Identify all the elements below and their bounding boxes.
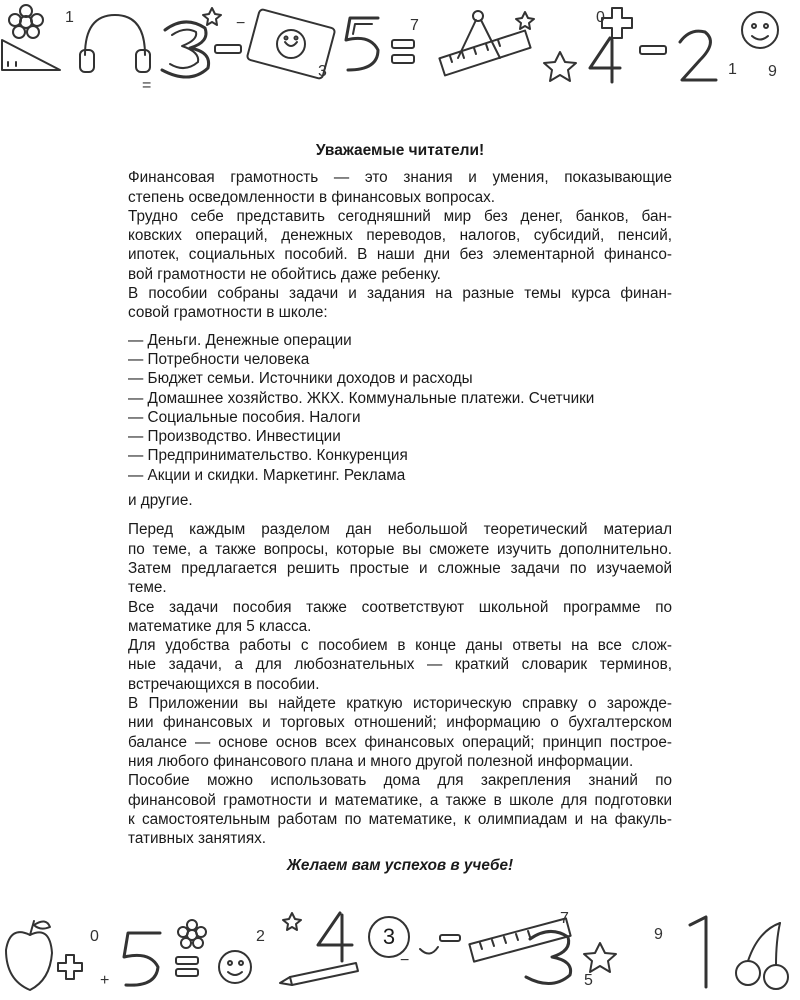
svg-text:7: 7 [410,17,419,34]
headphones-icon [80,15,150,72]
svg-text:0: 0 [596,9,605,26]
text-line: балансе — основе основ всех финансовых операций; принцип построе- [128,733,672,751]
list-item: — Потребности человека [128,350,310,368]
text-line: к самостоятельным работам по математике, к олимпиадам и на факуль- [128,810,672,828]
text-line: степень осведомленности в финансовых вопросах. [128,188,496,206]
list-item: — Деньги. Денежные операции [128,331,352,349]
text-line: тативных занятиях. [128,830,267,848]
svg-text:5: 5 [584,972,593,989]
svg-text:7: 7 [560,910,569,927]
text-line: Все задачи пособия также соответствуют школьной программе по [128,598,672,616]
text-line: Финансовая грамотность — это знания и умения, показывающие [128,169,672,187]
svg-text:1: 1 [728,61,737,78]
doodle-border-top [0,0,800,100]
text-line: Трудно себе представить сегодняшний мир без денег, банков, бан- [128,207,672,225]
paragraph-appendix [128,694,672,771]
decorative-top-border [0,0,800,100]
paragraph-sections [128,520,672,597]
page-number: 3 [368,916,410,958]
text-line: ипотек, социальных пособий. В наши дни без элементарной финансо- [128,246,672,264]
text-line: Перед каждым разделом дан небольшой теоретический материал [128,521,672,539]
list-item: — Бюджет семьи. Источники доходов и расходы [128,370,473,388]
ruler-icon [439,31,530,76]
text-line: по теме, а также вопросы, которые вы сможете изучить дополнительно. [128,540,672,558]
svg-text:−: − [236,15,246,32]
text-line: В пособии собраны задачи и задания на разные темы курса финан- [128,285,672,303]
paragraph-curriculum [128,598,672,637]
list-item: — Акции и скидки. Маркетинг. Реклама [128,466,406,484]
list-item: — Социальные пособия. Налоги [128,408,361,426]
list-item: — Предпринимательство. Конкуренция [128,447,408,465]
text-line: финансовой грамотности и математике, а также в школе для подготовки [128,791,672,809]
svg-text:=: = [142,77,152,94]
paragraph-collection [128,284,672,323]
set-square-icon [2,40,60,70]
text-line: Пособие можно использовать дома для закрепления знаний по [128,772,672,790]
svg-text:+: + [100,972,110,989]
text-line: Затем предлагается решить простые и сложные задачи по изучаемой [128,559,672,577]
text-line: совой грамотности в школе: [128,304,328,322]
text-line: ковских операций, денежных переводов, налогов, субсидий, пенсий, [128,227,672,245]
closing-wish: Желаем вам успехов в учебе! [286,857,514,875]
svg-text:−: − [400,952,410,969]
text-line: ные задачи, а для любознательных — краткий словарик терминов, [128,656,672,674]
smiley-face-icon [219,951,251,983]
list-item: — Производство. Инвестиции [128,428,341,446]
topics-tail: и другие. [128,492,193,510]
text-line: ния любого финансового плана и много другой полезной информации. [128,752,634,770]
paragraph-usage [128,771,672,848]
svg-text:9: 9 [768,63,777,80]
text-line: Для удобства работы с пособием в конце даны ответы на все слож- [128,637,672,655]
star-icon [544,52,576,81]
topics-list [128,331,672,485]
svg-text:9: 9 [654,926,663,943]
cherries-icon [736,923,788,989]
text-line: вой грамотности не обойтись даже ребенку. [128,265,441,283]
svg-text:3: 3 [318,63,327,80]
paragraph-answers [128,636,672,694]
svg-text:1: 1 [65,9,74,26]
pencil-icon [280,963,358,985]
paragraph-intro [128,168,672,207]
text-line: нии финансовых и торговых отношений; информацию о бухгалтерском [128,714,672,732]
smiley-face-icon [742,12,778,48]
text-line: теме. [128,579,167,597]
star-icon [584,943,616,972]
text-line: математике для 5 класса. [128,617,312,635]
svg-text:0: 0 [90,928,99,945]
svg-text:2: 2 [256,928,265,945]
page-title: Уважаемые читатели! [315,142,485,159]
apple-icon [6,921,52,990]
flower-icon [178,920,206,948]
text-line: В Приложении вы найдете краткую историческую справку о зарожде- [128,695,672,713]
page-body [128,141,672,876]
flower-icon [9,5,43,38]
paragraph-world [128,207,672,284]
text-line: встречающихся в пособии. [128,675,320,693]
list-item: — Домашнее хозяйство. ЖКХ. Коммунальные платежи. Счетчики [128,389,595,407]
